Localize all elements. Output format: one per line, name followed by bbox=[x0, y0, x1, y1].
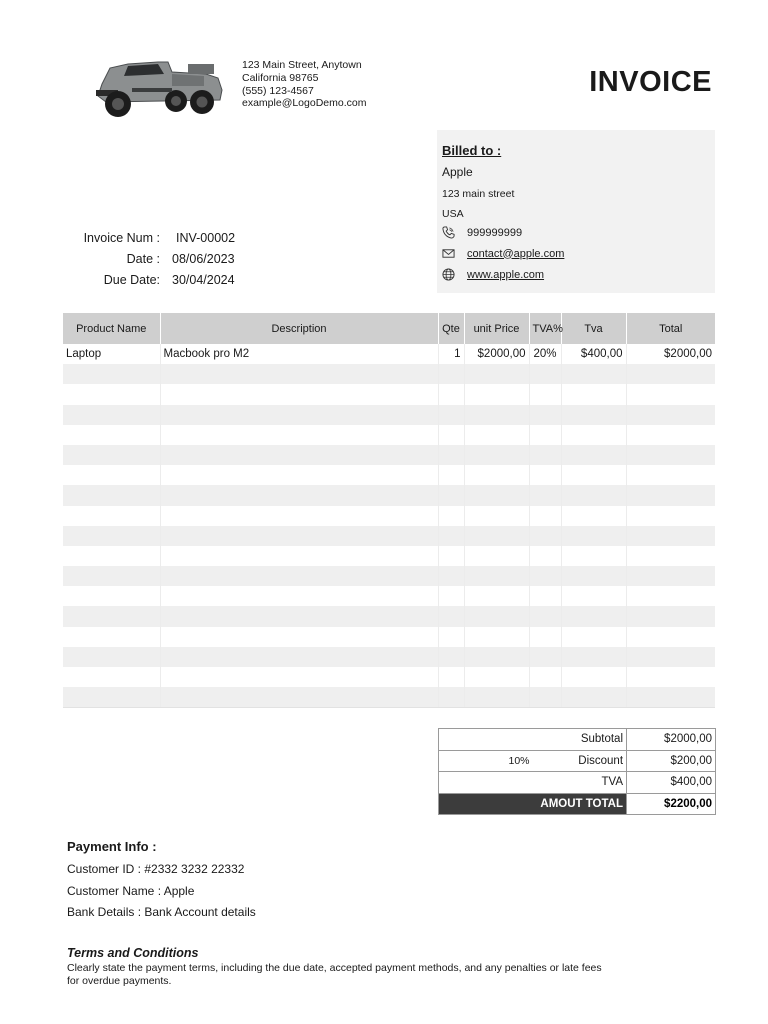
items-table bbox=[63, 313, 715, 708]
due-date-row bbox=[60, 269, 235, 290]
table-row bbox=[63, 566, 715, 586]
discount-row bbox=[439, 750, 716, 772]
discount-value: $200,00 bbox=[627, 750, 716, 772]
tva-row bbox=[439, 772, 716, 794]
client-email-row bbox=[442, 247, 564, 260]
table-row bbox=[63, 405, 715, 425]
due-date: 30/04/2024 bbox=[172, 272, 235, 287]
col-total: Total bbox=[626, 313, 715, 344]
cell-tva: $400,00 bbox=[561, 344, 626, 364]
company-address bbox=[242, 59, 366, 110]
payment-heading: Payment Info : bbox=[67, 839, 157, 854]
billed-to-heading: Billed to : bbox=[442, 143, 502, 158]
items-header-row bbox=[63, 313, 715, 344]
cell-unit-price: $2000,00 bbox=[464, 344, 529, 364]
client-web-row bbox=[442, 268, 544, 281]
discount-label: Discount bbox=[533, 750, 627, 772]
cell-total: $2000,00 bbox=[626, 344, 715, 364]
discount-percent: 10% bbox=[439, 750, 533, 772]
subtotal-value: $2000,00 bbox=[627, 729, 716, 751]
table-row bbox=[63, 667, 715, 687]
grand-total-row bbox=[439, 793, 716, 815]
envelope-icon bbox=[442, 247, 455, 260]
client-country: USA bbox=[442, 208, 464, 220]
company-address-line2: California 98765 bbox=[242, 71, 319, 84]
invoice-title: INVOICE bbox=[589, 66, 712, 98]
payment-info bbox=[67, 839, 256, 927]
grand-total-value: $2200,00 bbox=[627, 793, 716, 815]
client-street: 123 main street bbox=[442, 188, 515, 200]
company-logo bbox=[88, 50, 226, 122]
company-email: example@LogoDemo.com bbox=[242, 97, 367, 110]
table-row bbox=[63, 384, 715, 404]
billed-to-panel bbox=[437, 130, 715, 293]
subtotal-row bbox=[439, 729, 716, 751]
col-unit-price: unit Price bbox=[464, 313, 529, 344]
table-row bbox=[63, 465, 715, 485]
col-tva-pct: TVA% bbox=[529, 313, 561, 344]
bank-details: Bank Details : Bank Account details bbox=[67, 905, 256, 919]
invoice-date-row bbox=[60, 248, 235, 269]
invoice-number: INV-00002 bbox=[176, 230, 236, 245]
table-row bbox=[63, 546, 715, 566]
cell-product: Laptop bbox=[63, 344, 160, 364]
cell-tva-pct: 20% bbox=[529, 344, 561, 364]
company-address-line1: 123 Main Street, Anytown bbox=[242, 59, 362, 71]
table-row bbox=[63, 687, 715, 708]
terms-heading: Terms and Conditions bbox=[67, 946, 199, 960]
client-phone: 999999999 bbox=[467, 226, 523, 239]
table-row bbox=[63, 344, 715, 364]
company-phone: (555) 123-4567 bbox=[242, 84, 314, 97]
invoice-date: 08/06/2023 bbox=[172, 251, 235, 266]
col-qte: Qte bbox=[438, 313, 464, 344]
terms-section bbox=[67, 946, 629, 987]
col-description: Description bbox=[160, 313, 438, 344]
invoice-date-label: Date : bbox=[126, 251, 160, 266]
table-row bbox=[63, 647, 715, 667]
invoice-number-label: Invoice Num : bbox=[83, 230, 160, 245]
client-name: Apple bbox=[442, 165, 473, 179]
customer-name: Customer Name : Apple bbox=[67, 883, 195, 898]
invoice-number-row bbox=[60, 227, 235, 248]
customer-id: Customer ID : #2332 3232 22332 bbox=[67, 862, 245, 876]
client-email-link[interactable]: contact@apple.com bbox=[467, 247, 565, 260]
due-date-label: Due Date: bbox=[103, 272, 160, 287]
table-row bbox=[63, 526, 715, 546]
table-row bbox=[63, 506, 715, 526]
totals-table bbox=[438, 728, 716, 815]
tva-value: $400,00 bbox=[627, 772, 716, 794]
client-phone-row bbox=[442, 226, 522, 239]
table-row bbox=[63, 606, 715, 626]
table-row bbox=[63, 364, 715, 384]
globe-icon bbox=[442, 268, 455, 281]
tva-label: TVA bbox=[439, 772, 627, 794]
invoice-meta bbox=[60, 227, 235, 290]
terms-line2: for overdue payments. bbox=[67, 974, 172, 987]
terms-line1: Clearly state the payment terms, including the due date, accepted payment methods, and any penalties or late fees bbox=[67, 962, 602, 974]
col-product-name: Product Name bbox=[63, 313, 160, 344]
table-row bbox=[63, 586, 715, 606]
table-row bbox=[63, 627, 715, 647]
grand-total-label: AMOUT TOTAL bbox=[439, 793, 627, 815]
table-row bbox=[63, 445, 715, 465]
table-row bbox=[63, 425, 715, 445]
col-tva: Tva bbox=[561, 313, 626, 344]
table-row bbox=[63, 485, 715, 505]
subtotal-label: Subtotal bbox=[439, 729, 627, 751]
jeep-truck-icon bbox=[88, 50, 226, 122]
cell-description: Macbook pro M2 bbox=[160, 344, 438, 364]
phone-icon bbox=[442, 226, 455, 239]
cell-qte: 1 bbox=[438, 344, 464, 364]
client-website-link[interactable]: www.apple.com bbox=[467, 268, 545, 281]
